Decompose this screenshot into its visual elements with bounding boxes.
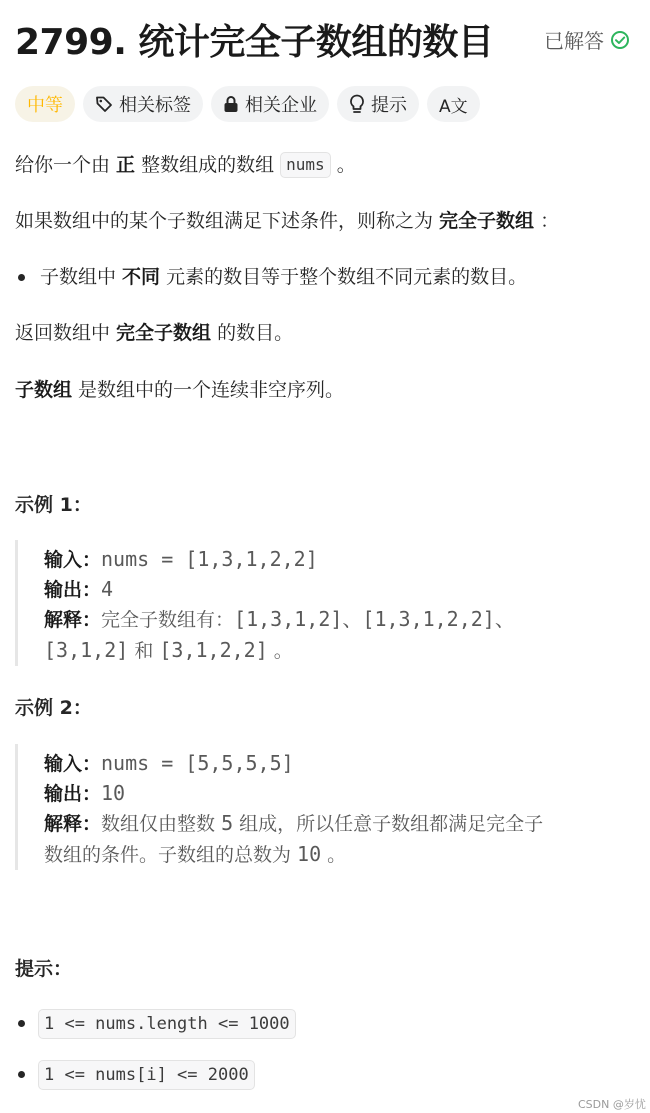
inline-code: nums: [280, 152, 331, 178]
bullet-dot: [18, 1071, 25, 1078]
bullet-dot: [18, 1020, 25, 1027]
inline-code: 1 <= nums[i] <= 2000: [38, 1060, 255, 1090]
related-companies-label: 相关企业: [245, 95, 317, 116]
translate-button[interactable]: [427, 86, 480, 122]
example-1-explanation-line-2: [3,1,2] 和 [3,1,2,2] 。: [44, 638, 293, 662]
bullet-dot: [18, 274, 25, 281]
example-2-explanation: 解释：数组仅由整数 5 组成，所以任意子数组都满足完全子: [44, 811, 544, 835]
description-paragraph-3: 返回数组中 完全子数组 的数目。: [15, 322, 294, 344]
description-paragraph-2: 如果数组中的某个子数组满足下述条件，则称之为 完全子数组 ：: [15, 210, 560, 232]
example-2-title: 示例 2：: [15, 697, 92, 719]
related-companies-button[interactable]: [211, 86, 329, 122]
example-1-explanation: 解释：完全子数组有：[1,3,1,2]、[1,3,1,2,2]、: [44, 607, 515, 631]
lightbulb-icon: [349, 94, 365, 114]
hint-button[interactable]: [337, 86, 419, 122]
description-paragraph-4: 子数组 是数组中的一个连续非空序列。: [15, 379, 345, 401]
description-bullet: 子数组中 不同 元素的数目等于整个数组不同元素的数目。: [40, 266, 528, 288]
translate-icon: A文: [439, 96, 468, 117]
solved-status: [544, 25, 630, 54]
example-2-input: 输入：nums = [5,5,5,5]: [44, 751, 294, 775]
watermark: CSDN @岁忧: [578, 1098, 646, 1111]
check-circle-icon: [610, 30, 630, 50]
difficulty-badge[interactable]: [15, 86, 75, 122]
example-2-block: [15, 744, 628, 870]
difficulty-label: 中等: [27, 95, 63, 116]
example-1-title: 示例 1：: [15, 494, 92, 516]
inline-code: 1 <= nums.length <= 1000: [38, 1009, 296, 1039]
example-1-input: 输入：nums = [1,3,1,2,2]: [44, 547, 318, 571]
tag-icon: [95, 95, 113, 113]
example-2-output: 输出：10: [44, 781, 126, 805]
tag-bar: [15, 86, 480, 122]
related-tags-button[interactable]: [83, 86, 203, 122]
example-1-block: [15, 540, 628, 666]
solved-status-text: 已解答: [544, 29, 604, 53]
lock-icon: [223, 95, 239, 113]
constraint-item-1: [38, 1009, 296, 1039]
constraints-title: 提示：: [15, 958, 73, 980]
example-1-output: 输出：4: [44, 577, 114, 601]
description-paragraph-1: 给你一个由 正 整数组成的数组 nums 。: [15, 154, 356, 176]
related-tags-label: 相关标签: [119, 95, 191, 116]
example-2-explanation-line-2: 数组的条件。子数组的总数为 10 。: [44, 842, 347, 866]
constraint-item-2: [38, 1060, 255, 1090]
hint-label: 提示: [371, 95, 407, 116]
problem-title: 2799. 统计完全子数组的数目: [15, 22, 494, 63]
